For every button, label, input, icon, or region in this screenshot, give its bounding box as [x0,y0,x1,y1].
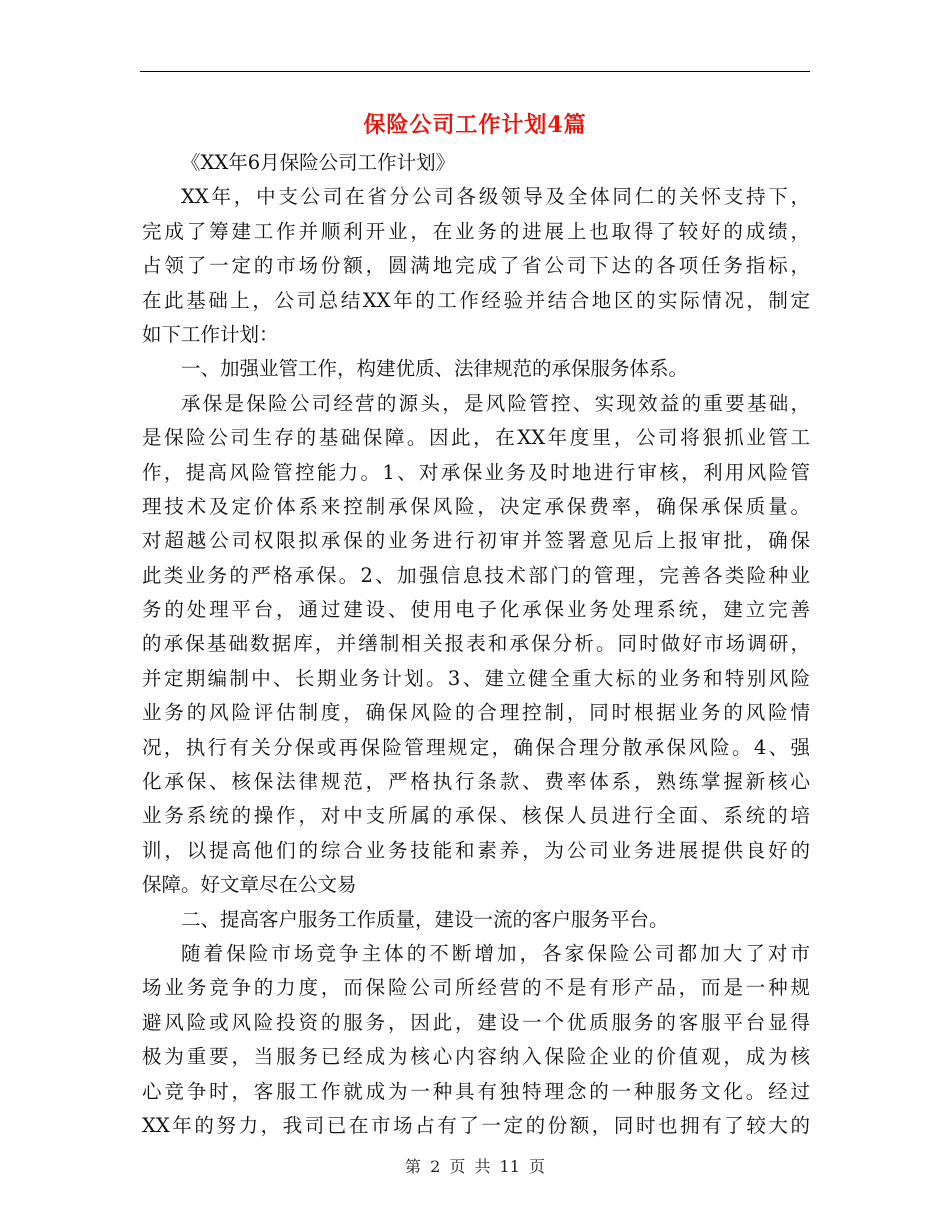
page-footer: 第 2 页 共 11 页 [405,1157,545,1176]
body-line: 占领了一定的市场份额，圆满地完成了省公司下达的各项任务指标， [142,254,810,278]
body-line: XX年的努力，我司已在市场占有了一定的份额，同时也拥有了较大的 [142,1113,810,1137]
body-line: 业务的风险评估制度，确保风险的合理控制，同时根据业务的风险情 [142,701,810,725]
body-line: 的承保基础数据库，并缮制相关报表和承保分析。同时做好市场调研， [142,632,810,656]
header-rule [140,71,810,72]
body-line: 一、加强业管工作，构建优质、法律规范的承保服务体系。 [181,357,689,381]
body-line: 心竞争时，客服工作就成为一种具有独特理念的一种服务文化。经过 [142,1079,810,1103]
body-line: 极为重要，当服务已经成为核心内容纳入保险企业的价值观，成为核 [142,1045,810,1069]
body-line: 况，执行有关分保或再保险管理规定，确保合理分散承保风险。4、强 [142,735,810,759]
body-line: 场业务竞争的力度，而保险公司所经营的不是有形产品，而是一种规 [142,976,810,1000]
document-body [142,146,810,1143]
body-line: 训，以提高他们的综合业务技能和素养，为公司业务进展提供良好的 [142,838,810,862]
body-line: 在此基础上，公司总结XX年的工作经验并结合地区的实际情况，制定 [142,288,810,312]
body-line: 避风险或风险投资的服务，因此，建设一个优质服务的客服平台显得 [142,1010,810,1034]
body-line: 《XX年6月保险公司工作计划》 [181,151,456,174]
body-line: 化承保、核保法律规范，严格执行条款、费率体系，熟练掌握新核心 [142,770,810,794]
body-line: 二、提高客户服务工作质量，建设一流的客户服务平台。 [181,907,669,931]
body-line: 务的处理平台，通过建设、使用电子化承保业务处理系统，建立完善 [142,598,810,622]
body-line: 此类业务的严格承保。2、加强信息技术部门的管理，完善各类险种业 [142,563,810,587]
body-line: 承保是保险公司经营的源头，是风险管控、实现效益的重要基础， [181,391,810,415]
document-title: 保险公司工作计划4篇 [363,112,587,138]
body-line: 业务系统的操作，对中支所属的承保、核保人员进行全面、系统的培 [142,804,810,828]
body-line: 是保险公司生存的基础保障。因此，在XX年度里，公司将狠抓业管工 [142,426,810,450]
body-line: 理技术及定价体系来控制承保风险，决定承保费率，确保承保质量。 [142,494,810,518]
body-line: 随着保险市场竞争主体的不断增加，各家保险公司都加大了对市 [181,941,810,965]
body-line: 保障。好文章尽在公文易 [142,873,357,897]
body-line: 如下工作计划： [142,322,279,346]
body-line: 完成了筹建工作并顺利开业，在业务的进展上也取得了较好的成绩， [142,219,810,243]
body-line: 对超越公司权限拟承保的业务进行初审并签署意见后上报审批，确保 [142,529,810,553]
body-line: 并定期编制中、长期业务计划。3、建立健全重大标的业务和特别风险 [142,666,810,690]
body-line: XX年，中支公司在省分公司各级领导及全体同仁的关怀支持下， [181,185,810,209]
body-line: 作，提高风险管控能力。1、对承保业务及时地进行审核，利用风险管 [142,460,810,484]
